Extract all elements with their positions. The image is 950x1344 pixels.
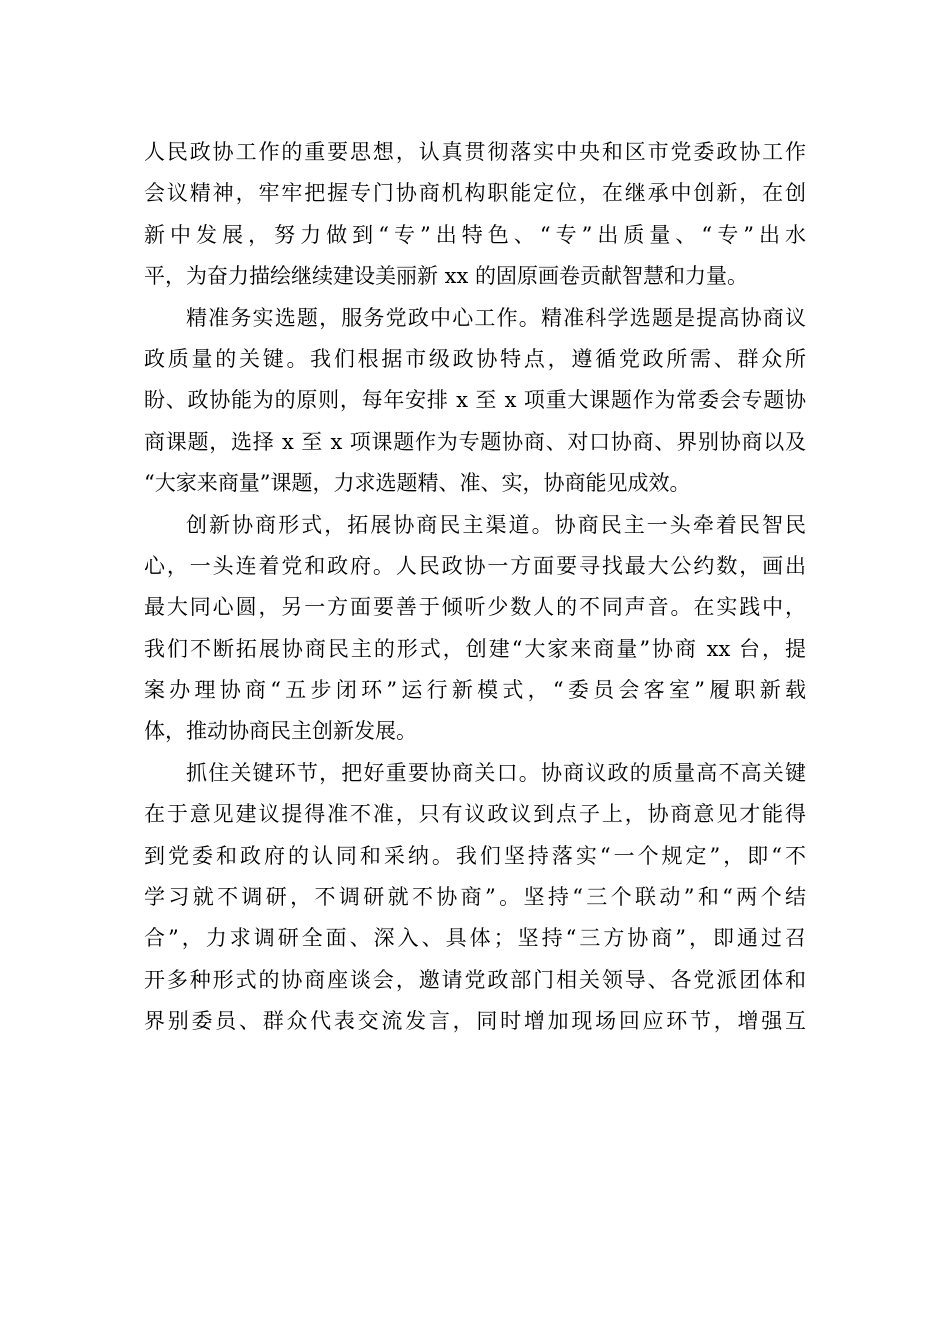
paragraph-3 xyxy=(144,505,806,753)
text-line: 平，为奋力描绘继续建设美丽新 xx 的固原画卷贡献智慧和力量。 xyxy=(144,264,749,289)
text-line: 体，推动协商民主创新发展。 xyxy=(144,719,417,744)
paragraph-4 xyxy=(144,753,806,1043)
text-line: 学习就不调研，不调研就不协商”。坚持“三个联动”和“两个结 xyxy=(144,885,806,910)
text-line: 界别委员、群众代表交流发言，同时增加现场回应环节，增强互 xyxy=(144,1009,806,1034)
text-line: 开多种形式的协商座谈会，邀请党政部门相关领导、各党派团体和 xyxy=(144,967,806,992)
text-line: 商课题，选择 x 至 x 项课题作为专题协商、对口协商、界别协商以及 xyxy=(144,429,806,454)
text-line: 合”，力求调研全面、深入、具体；坚持“三方协商”，即通过召 xyxy=(144,926,806,951)
text-line: 盼、政协能为的原则，每年安排 x 至 x 项重大课题作为常委会专题协 xyxy=(144,388,806,413)
text-line: 政质量的关键。我们根据市级政协特点，遵循党政所需、群众所 xyxy=(144,346,806,371)
text-line: 案办理协商“五步闭环”运行新模式，“委员会客室”履职新载 xyxy=(144,678,806,703)
text-line: 会议精神，牢牢把握专门协商机构职能定位，在继承中创新，在创 xyxy=(144,181,806,206)
text-line: 心，一头连着党和政府。人民政协一方面要寻找最大公约数，画出 xyxy=(144,553,806,578)
text-line: 到党委和政府的认同和采纳。我们坚持落实“一个规定”，即“不 xyxy=(144,843,806,868)
text-line: 抓住关键环节，把好重要协商关口。协商议政的质量高不高关键 xyxy=(186,760,806,785)
text-line: 在于意见建议提得准不准，只有议政议到点子上，协商意见才能得 xyxy=(144,802,806,827)
paragraph-1 xyxy=(144,132,806,298)
text-line: 人民政协工作的重要思想，认真贯彻落实中央和区市党委政协工作 xyxy=(144,140,806,164)
text-line: “大家来商量”课题，力求选题精、准、实，协商能见成效。 xyxy=(144,471,691,496)
paragraph-2 xyxy=(144,298,806,505)
text-line: 精准务实选题，服务党政中心工作。精准科学选题是提高协商议 xyxy=(186,305,806,330)
text-line: 创新协商形式，拓展协商民主渠道。协商民主一头牵着民智民 xyxy=(186,512,806,537)
text-line: 我们不断拓展协商民主的形式，创建“大家来商量”协商 xx 台，提 xyxy=(144,636,806,661)
text-line: 最大同心圆，另一方面要善于倾听少数人的不同声音。在实践中， xyxy=(144,595,806,620)
document-page xyxy=(144,132,806,1043)
text-line: 新中发展，努力做到“专”出特色、“专”出质量、“专”出水 xyxy=(144,222,806,247)
